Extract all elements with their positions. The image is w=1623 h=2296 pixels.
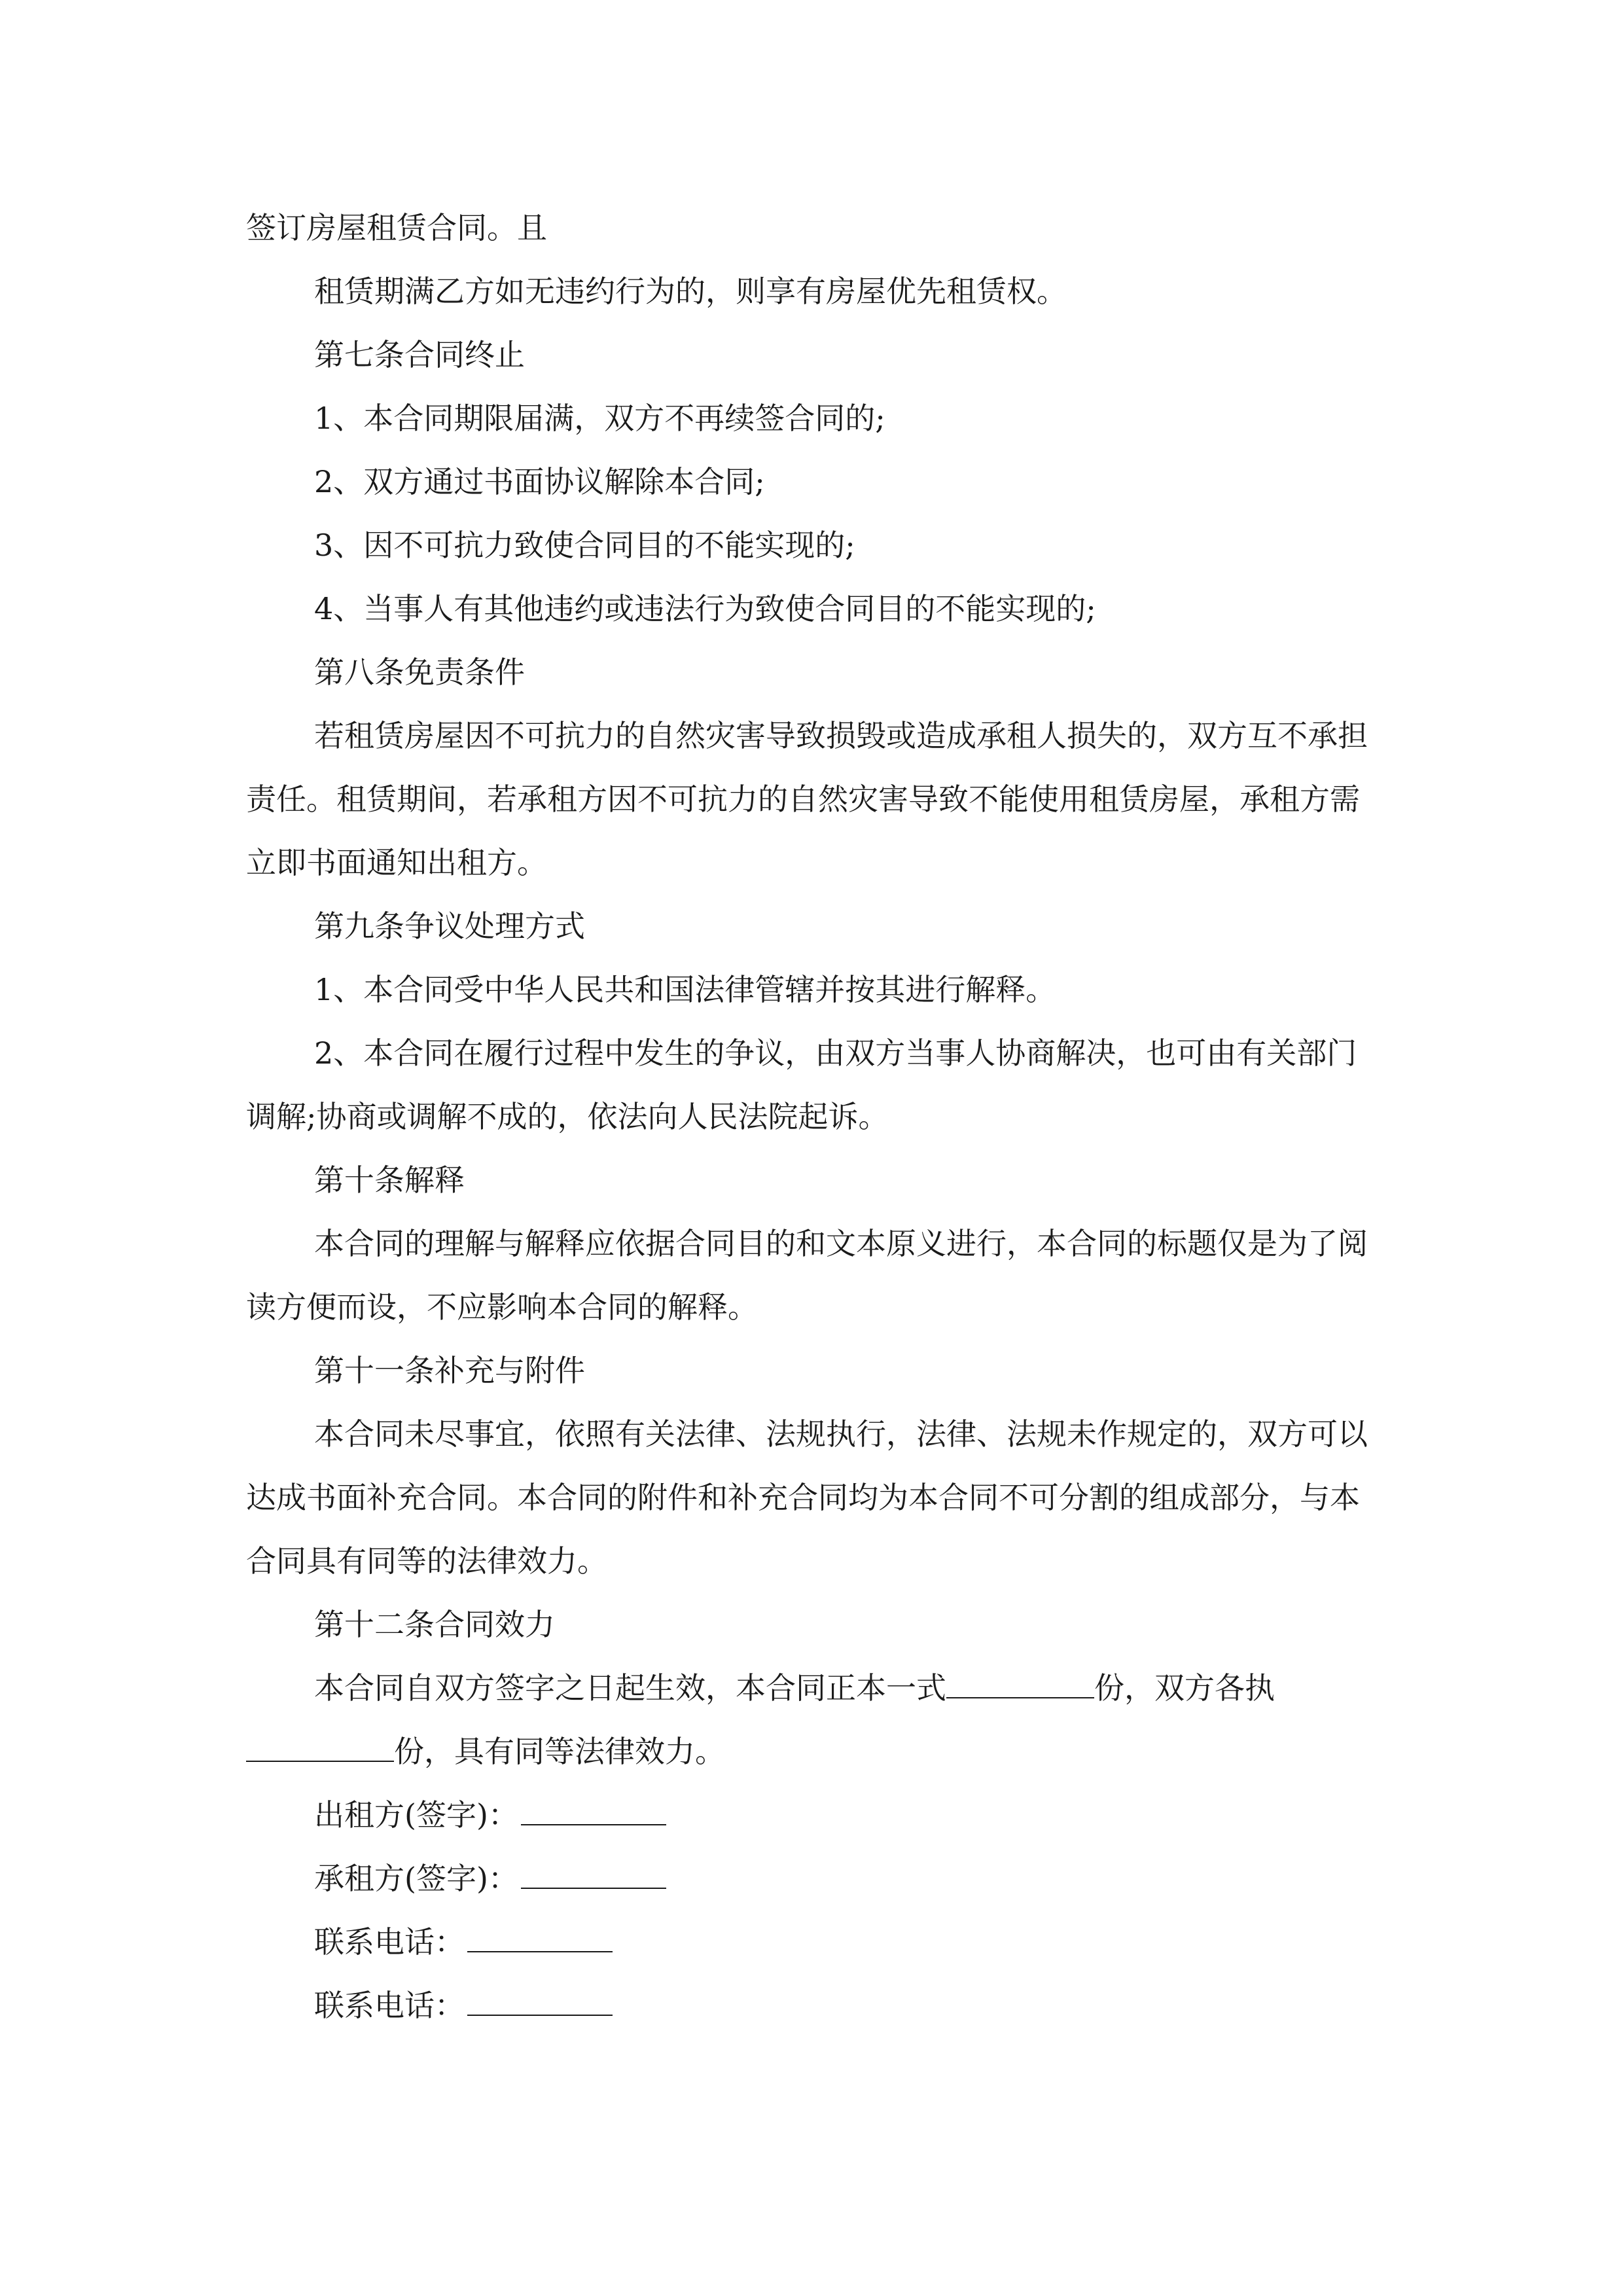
phone-blank-1 [467, 1925, 613, 1952]
lessee-signature-label: 承租方(签字)： [314, 1861, 518, 1896]
article-12-title: 第十二条合同效力 [314, 1607, 555, 1642]
document-body [246, 196, 1377, 2037]
continuation-line: 签订房屋租赁合同。且 [246, 210, 547, 245]
article-8-title: 第八条免责条件 [314, 655, 525, 690]
article-10-body: 本合同的理解与解释应依据合同目的和文本原义进行，本合同的标题仅是为了阅读方便而设，不应影响本合同的解释。 [246, 1226, 1368, 1325]
lessor-signature-blank [521, 1798, 666, 1825]
phone-label-2: 联系电话： [314, 1988, 465, 2023]
lessee-signature-blank [521, 1861, 666, 1889]
phone-line-1 [246, 1910, 1377, 1974]
phone-blank-2 [467, 1988, 613, 2016]
article-12-text-2: 份，双方各执 [1094, 1670, 1275, 1706]
article-12-text-1: 本合同自双方签字之日起生效，本合同正本一式 [314, 1670, 946, 1706]
article-12-text-3: 份，具有同等法律效力。 [394, 1734, 725, 1769]
article-7-item-3: 3、因不可抗力致使合同目的不能实现的; [314, 528, 855, 563]
article-9-item-2: 2、本合同在履行过程中发生的争议，由双方当事人协商解决，也可由有关部门调解;协商或调解不成的，依法向人民法院起诉。 [246, 1035, 1357, 1134]
lessee-signature-line [246, 1847, 1377, 1910]
article-7-item-2: 2、双方通过书面协议解除本合同; [314, 464, 765, 499]
article-12-body [246, 1657, 1377, 1784]
article-7-item-4: 4、当事人有其他违约或违法行为致使合同目的不能实现的; [314, 591, 1096, 626]
lessor-signature-label: 出租方(签字)： [314, 1797, 518, 1833]
article-9-item-1: 1、本合同受中华人民共和国法律管辖并按其进行解释。 [314, 972, 1056, 1007]
article-11-body: 本合同未尽事宜，依照有关法律、法规执行，法律、法规未作规定的，双方可以达成书面补充合同。本合同的附件和补充合同均为本合同不可分割的组成部分，与本合同具有同等的法律效力。 [246, 1416, 1368, 1579]
article-11-title: 第十一条补充与附件 [314, 1353, 585, 1388]
article-9-title: 第九条争议处理方式 [314, 908, 585, 944]
lessor-signature-line [246, 1784, 1377, 1847]
copies-each-blank [246, 1734, 394, 1762]
phone-label-1: 联系电话： [314, 1924, 465, 1960]
article-8-body: 若租赁房屋因不可抗力的自然灾害导致损毁或造成承租人损失的，双方互不承担责任。租赁期间，若承租方因不可抗力的自然灾害导致不能使用租赁房屋，承租方需立即书面通知出租方。 [246, 718, 1368, 880]
article-10-title: 第十条解释 [314, 1162, 465, 1198]
article-7-title: 第七条合同终止 [314, 337, 525, 372]
renewal-clause: 租赁期满乙方如无违约行为的，则享有房屋优先租赁权。 [314, 274, 1067, 309]
article-7-item-1: 1、本合同期限届满，双方不再续签合同的; [314, 401, 885, 436]
phone-line-2 [246, 1974, 1377, 2037]
copies-total-blank [946, 1671, 1094, 1698]
